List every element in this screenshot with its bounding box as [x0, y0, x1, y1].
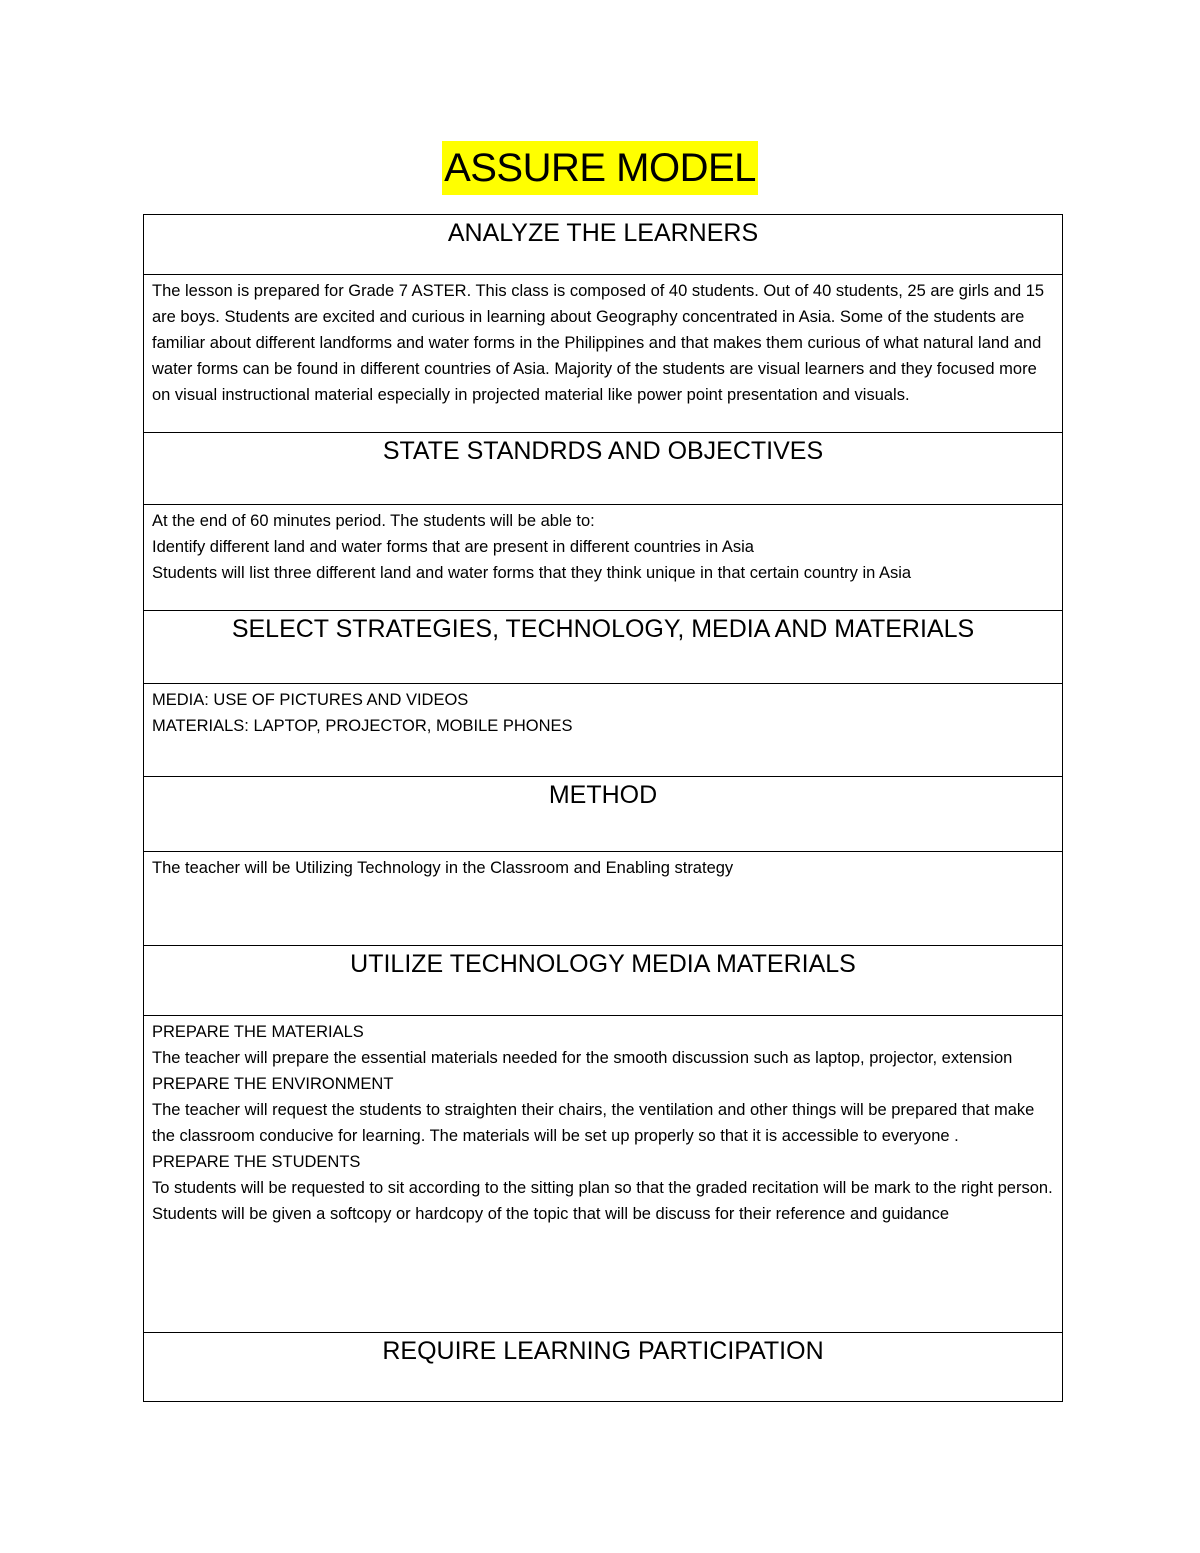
require-heading-cell	[143, 1332, 1063, 1402]
analyze-heading: ANALYZE THE LEARNERS	[447, 219, 759, 247]
page-title: ASSURE MODEL	[442, 141, 758, 195]
title-wrap	[0, 141, 1200, 195]
method-heading-cell	[143, 776, 1063, 852]
method-text: The teacher will be Utilizing Technology in the Classroom and Enabling strategy	[152, 859, 734, 877]
utilize-line: PREPARE THE STUDENTS	[152, 1153, 361, 1171]
utilize-line: PREPARE THE MATERIALS	[152, 1023, 364, 1041]
select-line: MATERIALS: LAPTOP, PROJECTOR, MOBILE PHONES	[152, 717, 573, 735]
utilize-line: The teacher will request the students to straighten their chairs, the ventilation and other things will be prepared that make the classroom conducive for learning. The materials will be set up properly so that it is accessible to everyone .	[152, 1101, 1035, 1145]
utilize-line: PREPARE THE ENVIRONMENT	[152, 1075, 394, 1093]
utilize-heading-cell	[143, 945, 1063, 1016]
utilize-body	[144, 1016, 1062, 1227]
state-line: Identify different land and water forms that are present in different countries in Asia	[152, 538, 754, 556]
select-body-cell	[143, 683, 1063, 777]
select-body	[144, 684, 1062, 739]
state-heading-cell	[143, 432, 1063, 505]
state-line: At the end of 60 minutes period. The students will be able to:	[152, 512, 595, 530]
require-heading: REQUIRE LEARNING PARTICIPATION	[382, 1337, 824, 1365]
state-heading: STATE STANDRDS AND OBJECTIVES	[382, 437, 824, 465]
select-heading-cell	[143, 610, 1063, 684]
analyze-body-cell	[143, 274, 1063, 433]
analyze-text: The lesson is prepared for Grade 7 ASTER. This class is composed of 40 students. Out of 40 students, 25 are girls and 15 are boys. Students are excited and curious in learning about Geography concentrated in Asia. Some of the students are familiar about different landforms and water forms in the Philippines and that makes them curious of what natural land and water forms can be found in different countries of Asia. Majority of the students are visual learners and they focused more on visual instructional material especially in projected material like power point presentation and visuals.	[152, 282, 1045, 404]
utilize-body-cell	[143, 1015, 1063, 1333]
method-heading: METHOD	[548, 781, 658, 809]
utilize-heading: UTILIZE TECHNOLOGY MEDIA MATERIALS	[350, 950, 856, 978]
method-body-cell	[143, 851, 1063, 946]
analyze-heading-cell	[143, 214, 1063, 275]
select-heading: SELECT STRATEGIES, TECHNOLOGY, MEDIA AND MATERIALS	[231, 615, 975, 643]
utilize-line: The teacher will prepare the essential materials needed for the smooth discussion such as laptop, projector, extension	[152, 1049, 1013, 1067]
select-line: MEDIA: USE OF PICTURES AND VIDEOS	[152, 691, 469, 709]
state-body-cell	[143, 504, 1063, 611]
state-body	[144, 505, 1062, 586]
state-line: Students will list three different land and water forms that they think unique in that certain country in Asia	[152, 564, 912, 582]
utilize-line: To students will be requested to sit according to the sitting plan so that the graded recitation will be mark to the right person. Students will be given a softcopy or hardcopy of the topic that will be discuss for their reference and guidance	[152, 1179, 1053, 1223]
